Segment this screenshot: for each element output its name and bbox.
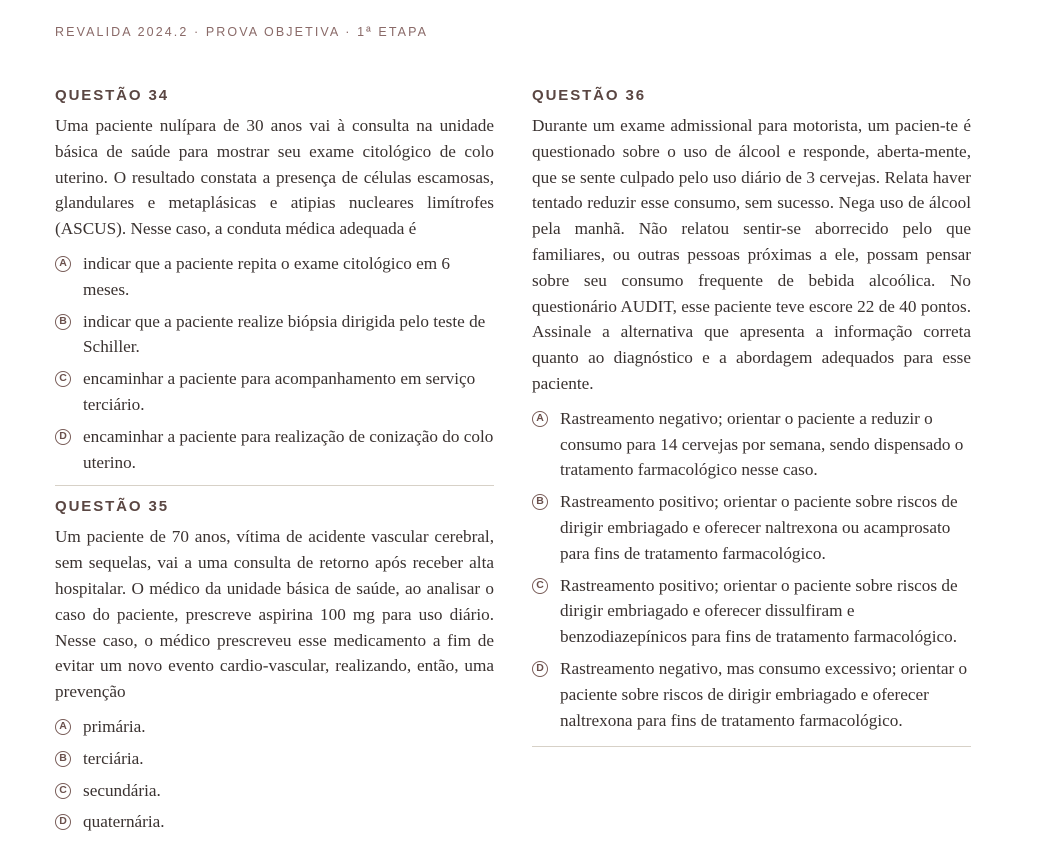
- option-b[interactable]: [55, 746, 494, 772]
- option-d[interactable]: [55, 424, 494, 476]
- question-35: [55, 497, 494, 835]
- option-c[interactable]: [55, 366, 494, 418]
- option-text: Rastreamento positivo; orientar o paciente sobre riscos de dirigir embriagado e oferecer naltrexona ou acamprosato para fins de tratamento farmacológico.: [560, 492, 958, 563]
- option-letter-badge: C: [55, 371, 71, 387]
- question-title: QUESTÃO 34: [55, 87, 170, 104]
- option-d[interactable]: [55, 809, 494, 835]
- exam-header: REVALIDA 2024.2 · PROVA OBJETIVA · 1ª ETAPA: [55, 25, 429, 39]
- question-stem: Uma paciente nulípara de 30 anos vai à consulta na unidade básica de saúde para mostrar seu exame citológico de colo uterino. O resultado constata a presença de células escamosas, glandulares e metaplásicas e atipias nucleares limítrofes (ASCUS). Nesse caso, a conduta médica adequada é: [55, 116, 494, 239]
- option-text: Rastreamento negativo; orientar o paciente a reduzir o consumo para 14 cervejas por semana, sendo dispensado o tratamento farmacológico nesse caso.: [560, 408, 964, 480]
- option-text: secundária.: [83, 780, 161, 800]
- option-text: encaminhar a paciente para realização de conização do colo uterino.: [83, 426, 494, 472]
- question-divider: [55, 485, 494, 486]
- question-stem: Um paciente de 70 anos, vítima de acidente vascular cerebral, sem sequelas, vai a uma consulta de retorno após receber alta hospitalar. O médico da unidade básica de saúde, ao analisar o caso do paciente, prescreve aspirina 100 mg para uso diário. Nesse caso, o médico prescreveu esse medicamento a fim de evitar um novo evento cardio-vascular, realizando, então, uma prevenção: [55, 527, 494, 702]
- option-letter-badge: A: [532, 411, 548, 427]
- option-c[interactable]: [55, 778, 494, 804]
- option-d[interactable]: [532, 656, 971, 733]
- option-letter-badge: C: [532, 578, 548, 594]
- option-a[interactable]: [55, 714, 494, 740]
- question-title: QUESTÃO 35: [55, 498, 170, 516]
- option-text: encaminhar a paciente para acompanhamento em serviço terciário.: [83, 369, 476, 414]
- option-letter-badge: B: [532, 494, 548, 510]
- left-column: [55, 86, 494, 841]
- option-b[interactable]: [55, 309, 494, 361]
- option-letter-badge: D: [55, 814, 71, 830]
- right-column: [532, 86, 971, 758]
- option-text: terciária.: [83, 748, 144, 768]
- option-a[interactable]: [55, 251, 494, 303]
- option-text: indicar que a paciente realize biópsia dirigida pelo teste de Schiller.: [83, 311, 486, 357]
- question-34: [55, 86, 494, 475]
- question-stem: Durante um exame admissional para motorista, um pacien-te é questionado sobre o uso de álcool e responde, aberta-mente, que se sente culpado pelo uso diário de 3 cervejas. Relata haver tentado reduzir esse consumo, sem sucesso. Nega uso de álcool pela manhã. Não relatou sentir-se aborrecido pelo que familiares, ou outras pessoas próximas a ele, possam pensar sobre seu consumo frequente de bebida alcoólica. No questionário AUDIT, esse paciente teve escore 22 de 40 pontos. Assinale a alternativa que apresenta a informação correta quanto ao diagnóstico e a abordagem adequados para esse paciente.: [532, 116, 971, 393]
- question-36: [532, 86, 971, 733]
- option-text: indicar que a paciente repita o exame citológico em 6 meses.: [83, 253, 450, 299]
- option-letter-badge: D: [532, 661, 548, 677]
- option-text: Rastreamento positivo; orientar o paciente sobre riscos de dirigir embriagado e oferecer dissulfiram e benzodiazepínicos para fins de tratamento farmacológico.: [560, 575, 958, 647]
- option-letter-badge: C: [55, 783, 71, 799]
- option-letter-badge: B: [55, 314, 71, 330]
- option-b[interactable]: [532, 489, 971, 566]
- option-letter-badge: B: [55, 751, 71, 767]
- option-text: primária.: [83, 716, 146, 736]
- question-divider: [532, 746, 971, 747]
- question-title: QUESTÃO 36: [532, 87, 647, 104]
- option-text: Rastreamento negativo, mas consumo excessivo; orientar o paciente sobre riscos de dirigir embriagado e oferecer naltrexona para fins de tratamento farmacológico.: [560, 658, 968, 730]
- option-text: quaternária.: [83, 812, 165, 832]
- option-c[interactable]: [532, 573, 971, 650]
- option-letter-badge: A: [55, 256, 71, 272]
- option-letter-badge: A: [55, 719, 71, 735]
- option-letter-badge: D: [55, 429, 71, 445]
- option-a[interactable]: [532, 406, 971, 483]
